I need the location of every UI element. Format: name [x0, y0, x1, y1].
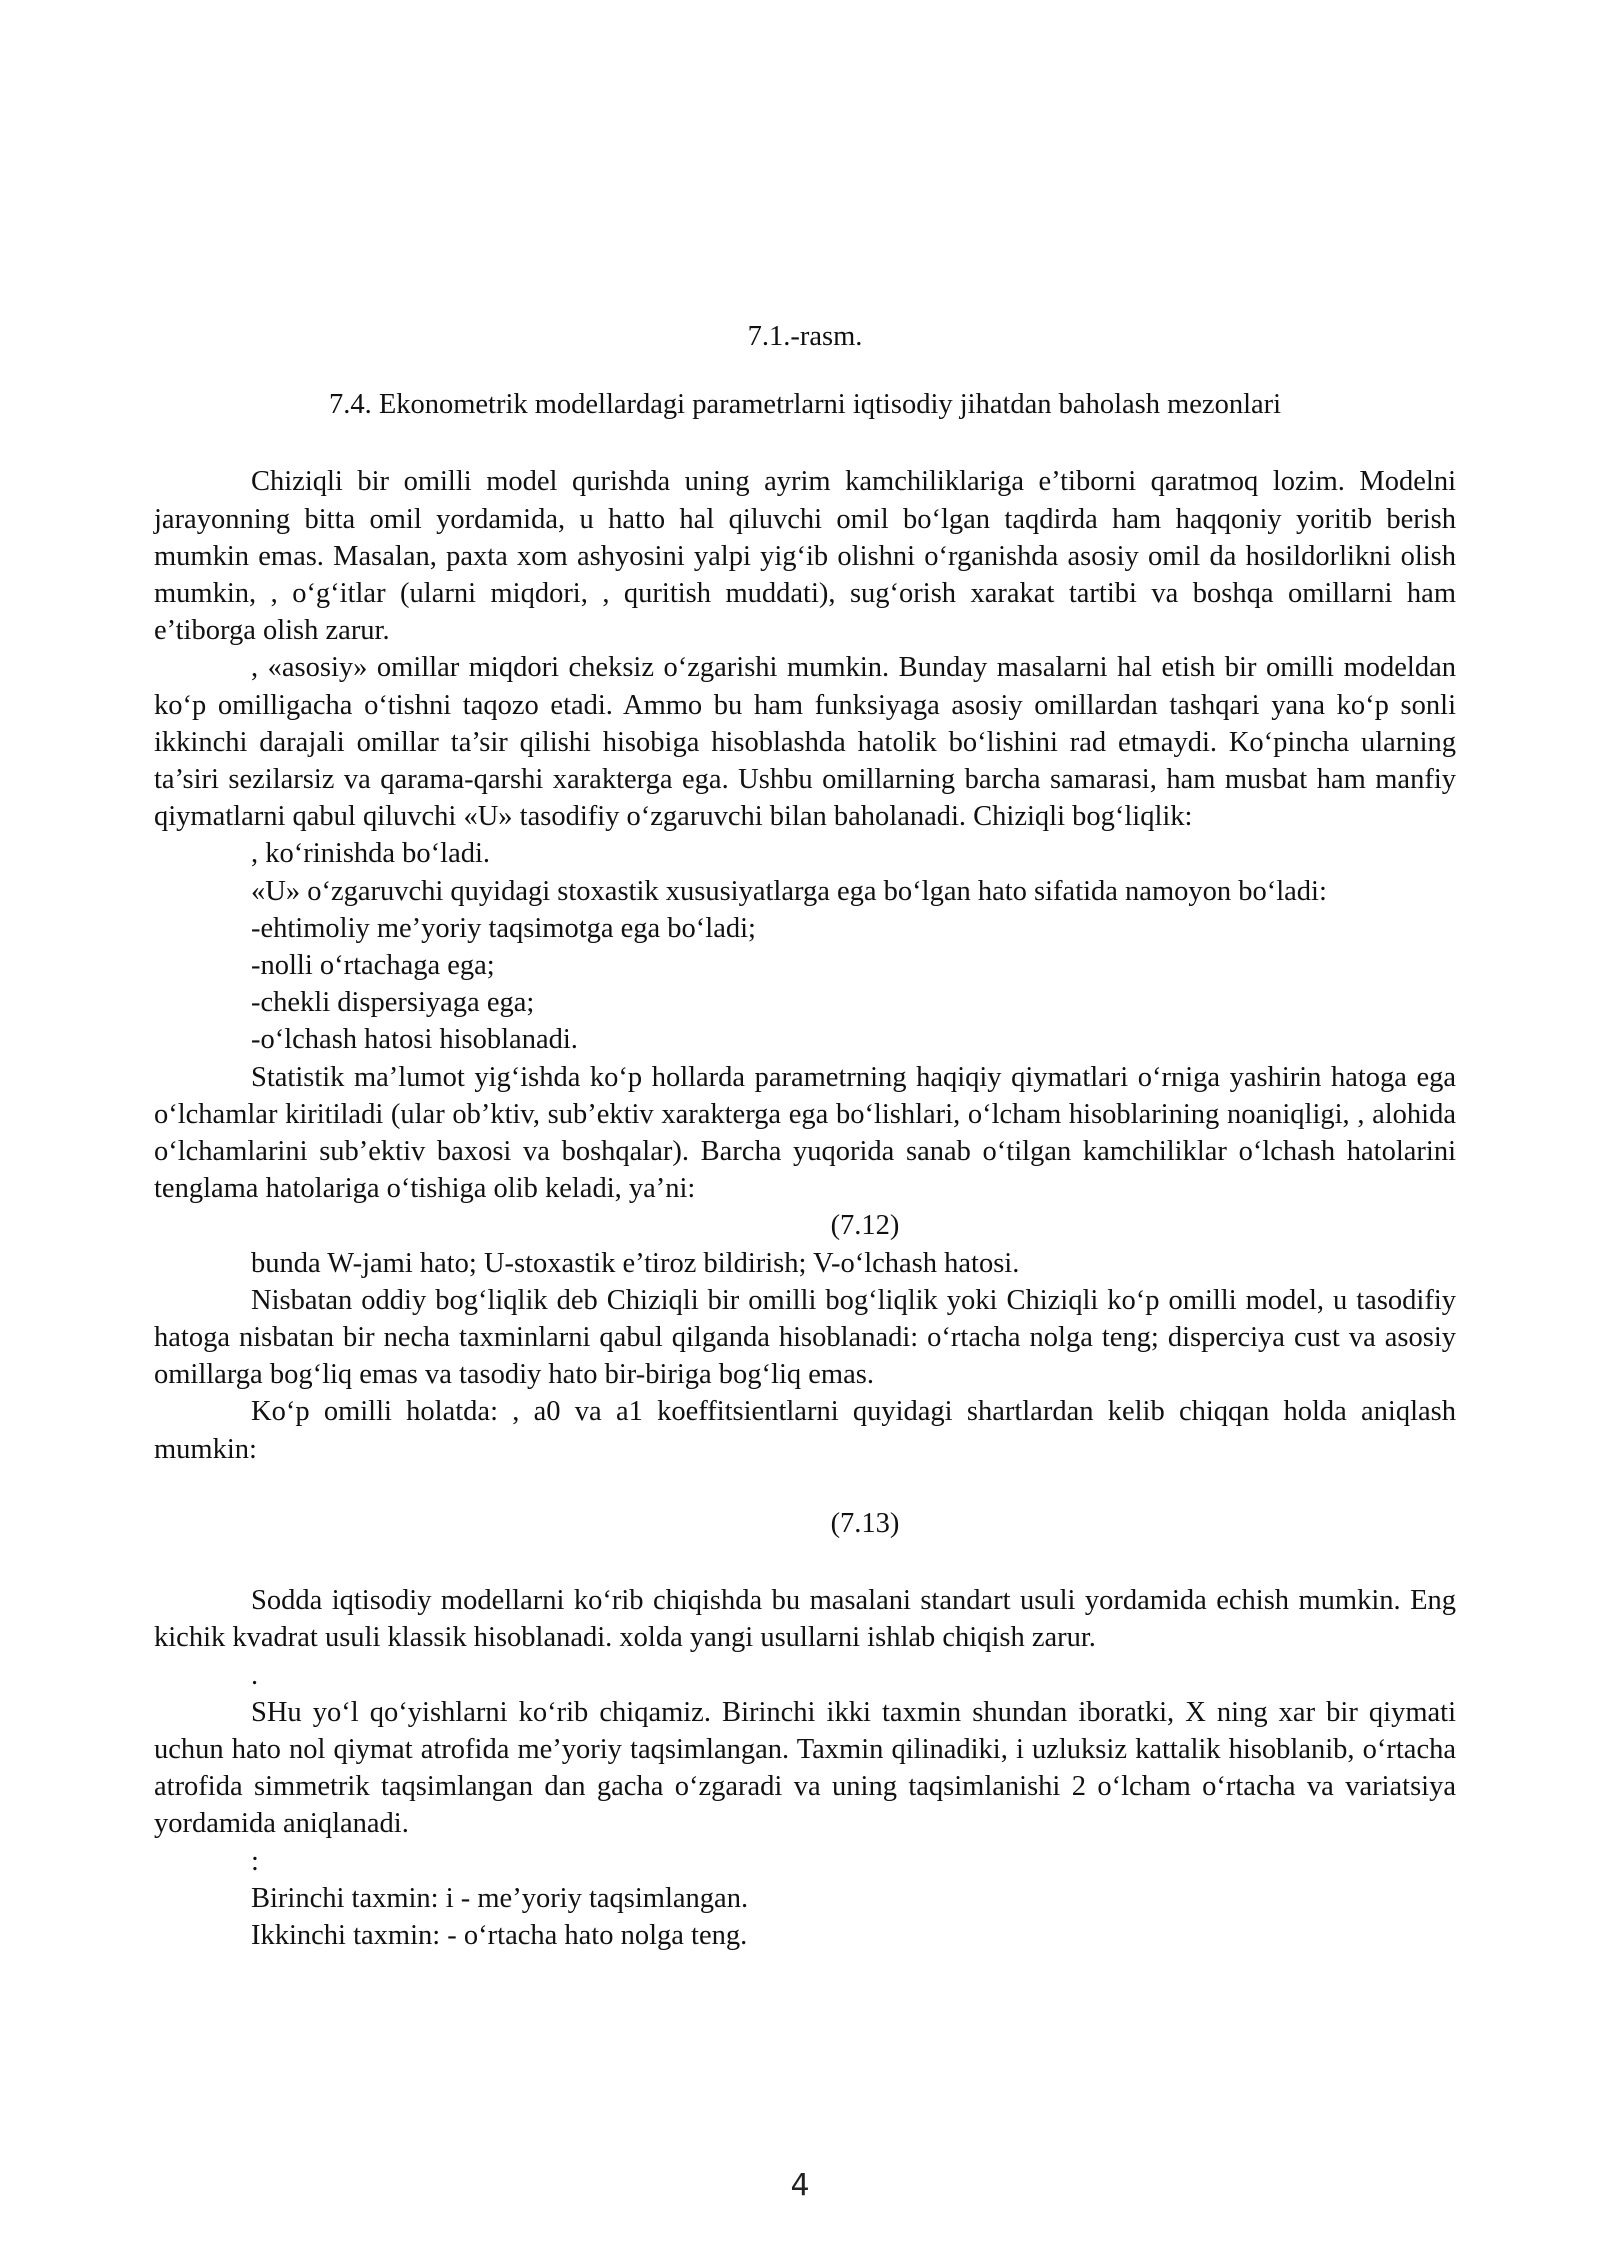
- paragraph-assumptions-intro: SHu yo‘l qo‘yishlarni ko‘rib chiqamiz. Birinchi ikki taxmin shundan iboratki, X ning xar bir qiymati uchun hato nol qiymat atrofida me’yoriy taqsimlangan. Taxmin qilinadiki, i uzluksiz kattalik hisoblanib, o‘rtacha atrofida simmetrik taqsimlangan dan gacha o‘zgaradi va uning taqsimlanishi 2 o‘lcham o‘rtacha va variatsiya yordamida aniqlanadi.: [154, 1696, 1456, 1840]
- paragraph-multifactor-case: Ko‘p omilli holatda: , a0 va a1 koeffitsientlarni quyidagi shartlardan kelib chiqqan holda aniqlash mumkin:: [154, 1396, 1456, 1465]
- list-item: -nolli o‘rtachaga ega;: [251, 950, 495, 982]
- list-item: -o‘lchash hatosi hisoblanadi.: [251, 1024, 578, 1056]
- figure-caption: 7.1.-rasm.: [747, 321, 863, 352]
- page-number: 4: [790, 2168, 810, 2203]
- assumption-first: Birinchi taxmin: i - me’yoriy taqsimlangan.: [251, 1882, 749, 1914]
- paragraph-statistical-data: Statistik ma’lumot yig‘ishda ko‘p hollarda parametrning haqiqiy qiymatlari o‘rniga yashirin hatoga ega o‘lchamlar kiritiladi (ular ob’ktiv, sub’ektiv xarakterga ega bo‘lishlari, o‘lcham hisoblarining noaniqligi, , alohida o‘lchamlarini sub’ektiv baxosi va boshqalar). Barcha yuqorida sanab o‘tilgan kamchiliklar o‘lchash hatolarini tenglama hatolariga o‘tishiga olib keladi, ya’ni:: [154, 1061, 1456, 1205]
- paragraph-linear-form: , ko‘rinishda bo‘ladi.: [251, 838, 491, 870]
- paragraph-model-limitations: Chiziqli bir omilli model qurishda uning ayrim kamchiliklariga e’tiborni qaratmoq lozim. Modelni jarayonning bitta omil yordamida, u hatto hal qiluvchi omil bo‘lgan taqdirda ham haqqoniy yoritib berish mumkin emas. Masalan, paxta xom ashyosini yalpi yig‘ib olishni o‘rganishda asosiy omil da hosildorlikni olish mumkin, , o‘g‘itlar (ularni miqdori, , quritish muddati), sug‘orish xarakat tartibi va boshqa omillarni ham e’tiborga olish zarur.: [154, 466, 1456, 647]
- paragraph-error-definition: bunda W-jami hato; U-stoxastik e’tiroz bildirish; V-o‘lchash hatosi.: [251, 1247, 1020, 1279]
- section-title: 7.4. Ekonometrik modellardagi parametrlarni iqtisodiy jihatdan baholash mezonlari: [328, 389, 1282, 421]
- page-content: [154, 318, 1456, 1954]
- stray-colon: :: [251, 1845, 259, 1877]
- paragraph-main-factors: , «asosiy» omillar miqdori cheksiz o‘zgarishi mumkin. Bunday masalarni hal etish bir omilli modeldan ko‘p omilligacha o‘tishni taqozo etadi. Ammo bu ham funksiyaga asosiy omillardan tashqari yana ko‘p sonli ikkinchi darajali omillar ta’sir qilishi hisobiga hisoblashda hatolik bo‘lishini rad etmaydi. Ko‘pincha ularning ta’siri sezilarsiz va qarama-qarshi xarakterga ega. Ushbu omillarning barcha samarasi, ham musbat ham manfiy qiymatlarni qabul qiluvchi «U» tasodifiy o‘zgaruvchi bilan baholanadi. Chiziqli bog‘liqlik:: [154, 652, 1456, 833]
- equation-number-7-12: (7.12): [830, 1210, 900, 1242]
- assumption-second: Ikkinchi taxmin: - o‘rtacha hato nolga teng.: [251, 1919, 748, 1951]
- paragraph-simple-models: Sodda iqtisodiy modellarni ko‘rib chiqishda bu masalani standart usuli yordamida echish mumkin. Eng kichik kvadrat usuli klassik hisoblanadi. xolda yangi usullarni ishlab chiqish zarur.: [154, 1585, 1456, 1654]
- equation-number-7-13: (7.13): [830, 1507, 900, 1539]
- list-item: -ehtimoliy me’yoriy taqsimotga ega bo‘ladi;: [251, 912, 756, 944]
- paragraph-u-variable: «U» o‘zgaruvchi quyidagi stoxastik xususiyatlarga ega bo‘lgan hato sifatida namoyon bo‘ladi:: [251, 875, 1327, 907]
- stray-dot: .: [251, 1659, 259, 1691]
- paragraph-simple-dependency: Nisbatan oddiy bog‘liqlik deb Chiziqli bir omilli bog‘liqlik yoki Chiziqli ko‘p omilli model, u tasodifiy hatoga nisbatan bir necha taxminlarni qabul qilganda hisoblanadi: o‘rtacha nolga teng; disperciya cust va asosiy omillarga bog‘liq emas va tasodiy hato bir-biriga bog‘liq emas.: [154, 1284, 1456, 1391]
- list-item: -chekli dispersiyaga ega;: [251, 987, 535, 1019]
